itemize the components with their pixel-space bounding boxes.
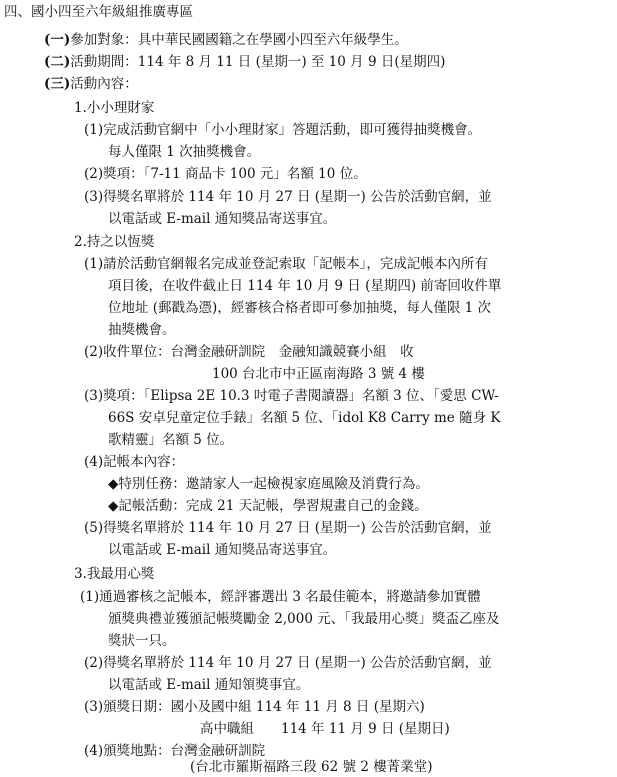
participants-text: 參加對象：具中華民國國籍之在學國小四至六年級學生。 [70,32,408,48]
item1-p1-line1: (1)完成活動官網中「小小理財家」答題活動，即可獲得抽獎機會。 [84,122,482,138]
item3-p4-line1: (4)頒獎地點：台灣金融研訓院 [84,743,266,759]
content-heading-line [44,74,138,94]
participants-line [44,30,408,50]
item3-p1-line2: 頒獎典禮並獲頒記帳獎勵金 2,000 元、「我最用心獎」獎盃乙座及 [108,611,500,627]
period-text: 活動期間：114 年 8 月 11 日 (星期一) 至 10 月 9 日(星期四) [70,54,446,70]
item2-p1-line4: 抽獎機會。 [108,322,176,338]
item1-p2: (2)獎項：「7-11 商品卡 100 元」名額 10 位。 [84,166,367,182]
item3-p1-line1: (1)通過審核之記帳本，經評審選出 3 名最佳範本，將邀請參加實體 [80,589,481,605]
item3-p4-line2: (台北市羅斯福路三段 62 號 2 樓菁業堂) [190,759,433,775]
item2-p2-line2: 100 台北市中正區南海路 3 號 4 樓 [212,366,425,382]
item2-title: 2.持之以恆獎 [74,234,155,250]
item2-p1-line3: 位地址 (郵戳為憑)，經審核合格者即可參加抽獎，每人僅限 1 次 [108,300,491,316]
item3-p1-line3: 獎狀一只。 [108,633,176,649]
item2-p4-title: (4)記帳本內容： [84,454,185,470]
item2-p1-line2: 項目後，在收件截止日 114 年 10 月 9 日 (星期四) 前寄回收件單 [108,278,502,294]
item2-p3-line1: (3)獎項：「Elipsa 2E 10.3 吋電子書閱讀器」名額 3 位、「愛思 CW- [84,388,499,404]
item2-p4-bullet1: ◆特別任務：邀請家人一起檢視家庭風險及消費行為。 [108,476,429,492]
item2-p5-line1: (5)得獎名單將於 114 年 10 月 27 日 (星期一) 公告於活動官網，並 [84,520,492,536]
item2-p4-bullet2: ◆記帳活動：完成 21 天記帳，學習規畫自己的金錢。 [108,498,428,514]
item2-p3-line2: 66S 安卓兒童定位手錶」名額 5 位、「idol K8 Carry me 隨身 K [108,410,501,426]
item2-p5-line2: 以電話或 E-mail 通知獎品寄送事宜。 [108,542,337,558]
content-heading-text: 活動內容： [70,76,138,92]
content-heading-number: (三) [44,76,71,92]
item3-p2-line2: 以電話或 E-mail 通知領獎事宜。 [108,677,310,693]
item2-p3-line3: 歌精靈」名額 5 位。 [108,432,234,448]
item3-p3-line1: (3)頒獎日期：國小及國中組 114 年 11 月 8 日 (星期六) [84,699,425,715]
item1-p1-line2: 每人僅限 1 次抽獎機會。 [108,144,261,160]
section-title: 四、國小四至六年級組推廣專區 [4,4,193,20]
item1-p3-line1: (3)得獎名單將於 114 年 10 月 27 日 (星期一) 公告於活動官網，並 [84,189,492,205]
item3-p2-line1: (2)得獎名單將於 114 年 10 月 27 日 (星期一) 公告於活動官網，並 [84,655,492,671]
item1-p3-line2: 以電話或 E-mail 通知獎品寄送事宜。 [108,211,337,227]
item2-p1-line1: (1)請於活動官網報名完成並登記索取「記帳本」，完成記帳本內所有 [84,256,488,272]
period-number: (二) [44,54,71,70]
participants-number: (一) [44,32,71,48]
item3-title: 3.我最用心獎 [74,566,155,582]
item3-p3-line2: 高中職組 114 年 11 月 9 日 (星期日) [200,721,450,737]
item1-title: 1.小小理財家 [74,100,155,116]
period-line [44,52,445,72]
item2-p2-line1: (2)收件單位：台灣金融研訓院 金融知識競賽小組 收 [84,344,414,360]
